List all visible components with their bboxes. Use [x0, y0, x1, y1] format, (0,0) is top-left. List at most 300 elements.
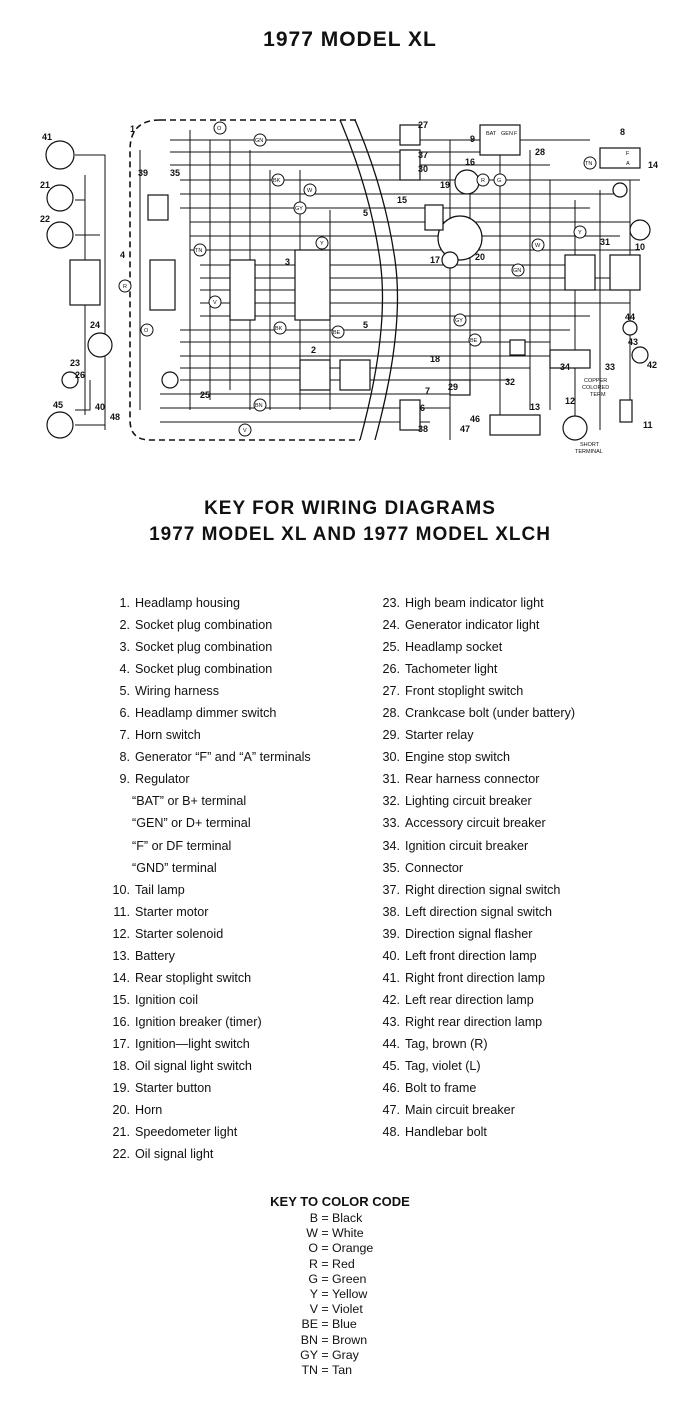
key-item-text: Engine stop switch: [405, 750, 511, 765]
svg-text:25: 25: [200, 390, 211, 400]
key-item-number: 10.: [112, 882, 130, 897]
svg-text:3: 3: [285, 257, 291, 267]
regulator-9: [480, 125, 520, 155]
switch-6: [400, 400, 420, 430]
key-item: [378, 724, 575, 746]
key-item-number: 47.: [382, 1103, 400, 1118]
key-item: [108, 680, 311, 702]
key-item-text: “F” or DF terminal: [132, 838, 232, 853]
key-item-text: Tag, brown (R): [405, 1036, 488, 1051]
key-item-number: 29.: [382, 728, 400, 743]
key-item-number: 6.: [119, 706, 130, 721]
svg-text:31: 31: [600, 237, 611, 247]
svg-text:18: 18: [430, 354, 441, 364]
svg-text:47: 47: [460, 424, 471, 434]
color-key-eq: =: [321, 1241, 329, 1256]
key-item-number: 9.: [119, 772, 130, 787]
key-item: [108, 857, 311, 879]
key-item: [378, 879, 575, 901]
switch-37: [400, 150, 420, 180]
key-item-number: 27.: [382, 684, 400, 699]
connector-31a: [565, 255, 595, 290]
key-item-text: Wiring harness: [135, 684, 219, 699]
color-key-code: B: [309, 1211, 318, 1225]
key-item: [108, 658, 311, 680]
svg-text:8: 8: [620, 127, 626, 137]
key-item-number: 38.: [382, 904, 400, 919]
key-item-text: Oil signal light: [135, 1147, 214, 1162]
key-item-number: 11.: [113, 904, 130, 919]
key-item: [378, 592, 575, 614]
key-item-number: 4.: [119, 662, 130, 677]
svg-text:GEN: GEN: [501, 131, 513, 137]
key-item-number: 24.: [382, 618, 400, 633]
diagram-components: [46, 125, 650, 440]
svg-text:5: 5: [363, 320, 369, 330]
svg-text:GN: GN: [513, 268, 522, 274]
svg-text:21: 21: [40, 180, 51, 190]
svg-text:COPPER: COPPER: [584, 378, 608, 384]
color-key-row: [240, 1333, 440, 1348]
breaker-16: [455, 170, 479, 194]
svg-text:BAT: BAT: [486, 131, 497, 137]
svg-text:G: G: [497, 178, 502, 184]
color-key-row: [240, 1211, 440, 1226]
key-item-text: Rear harness connector: [405, 772, 540, 787]
svg-text:45: 45: [53, 400, 64, 410]
key-item-number: 37.: [382, 882, 400, 897]
color-key-code: TN: [301, 1362, 318, 1377]
svg-text:32: 32: [505, 377, 516, 387]
starter-motor-11: [620, 400, 632, 422]
svg-text:15: 15: [397, 195, 408, 205]
svg-text:Y: Y: [578, 230, 582, 236]
key-item-number: 1.: [119, 596, 130, 610]
connector-3: [230, 260, 255, 320]
color-key-name: Black: [332, 1211, 363, 1225]
color-key-eq: =: [321, 1362, 329, 1377]
color-key-name: White: [332, 1226, 364, 1241]
svg-text:SHORT: SHORT: [580, 442, 600, 448]
svg-text:19: 19: [440, 180, 451, 190]
key-item: [378, 614, 575, 636]
connector-4: [70, 260, 100, 305]
color-key-name: Brown: [332, 1332, 368, 1347]
key-item-text: Headlamp socket: [405, 640, 503, 655]
svg-text:BK: BK: [273, 178, 281, 184]
svg-text:11: 11: [643, 420, 653, 430]
key-item: [378, 945, 575, 967]
key-item-text: Crankcase bolt (under battery): [405, 706, 576, 721]
key-item: [378, 989, 575, 1011]
key-item: [378, 658, 575, 680]
svg-text:BE: BE: [333, 330, 341, 336]
key-item-number: 30.: [382, 750, 400, 765]
key-item-number: 7.: [119, 728, 130, 743]
key-item: [378, 790, 575, 812]
color-key-row: [240, 1257, 440, 1272]
svg-text:W: W: [307, 188, 313, 194]
key-item: [108, 945, 311, 967]
svg-text:R: R: [481, 178, 485, 184]
svg-text:46: 46: [470, 414, 481, 424]
connector-2b: [340, 360, 370, 390]
lamp-22: [47, 222, 73, 248]
rear-lamp-43: [623, 321, 637, 335]
key-item-number: 2.: [119, 618, 130, 633]
key-item-text: Connector: [405, 860, 464, 875]
svg-text:F: F: [626, 151, 630, 157]
key-item: [378, 1077, 575, 1099]
svg-text:A: A: [626, 161, 630, 167]
key-item-text: Horn: [135, 1103, 163, 1118]
key-item-text: Ignition circuit breaker: [405, 838, 529, 853]
lamp-41: [46, 141, 74, 169]
key-item-number: 35.: [382, 860, 400, 875]
connector-31b: [610, 255, 640, 290]
key-item-text: Generator indicator light: [405, 618, 540, 633]
key-item-text: Tag, violet (L): [405, 1058, 481, 1073]
key-item-number: 18.: [112, 1058, 130, 1073]
lamp-25: [162, 372, 178, 388]
key-item: [378, 1033, 575, 1055]
color-key-row: [240, 1348, 440, 1363]
key-item: [108, 592, 311, 614]
svg-text:BE: BE: [470, 338, 478, 344]
key-title: KEY FOR WIRING DIAGRAMS: [204, 498, 496, 519]
color-key-eq: =: [321, 1302, 329, 1317]
svg-text:TERMINAL: TERMINAL: [575, 449, 603, 455]
key-item-text: Speedometer light: [135, 1125, 238, 1140]
svg-text:24: 24: [90, 320, 101, 330]
svg-text:6: 6: [420, 403, 426, 413]
key-item-number: 25.: [382, 640, 400, 655]
color-key-name: Red: [332, 1256, 355, 1271]
svg-text:2: 2: [311, 345, 317, 355]
key-item-text: “BAT” or B+ terminal: [132, 794, 247, 809]
svg-text:TERM: TERM: [590, 392, 606, 398]
svg-text:35: 35: [170, 168, 181, 178]
key-item-text: Socket plug combination: [135, 640, 273, 655]
svg-text:34: 34: [560, 362, 571, 372]
key-item: [108, 1011, 311, 1033]
key-item: [378, 636, 575, 658]
key-item: [378, 768, 575, 790]
connector-2: [300, 360, 330, 390]
key-item: [378, 1055, 575, 1077]
key-item: [108, 1055, 311, 1077]
svg-text:O: O: [217, 126, 222, 132]
svg-text:17: 17: [430, 255, 441, 265]
ignition-coil-15: [425, 205, 443, 230]
key-item-number: 32.: [382, 794, 400, 809]
key-item-number: 8.: [119, 750, 130, 765]
key-item-number: 26.: [382, 662, 400, 677]
key-item-text: Accessory circuit breaker: [405, 816, 546, 831]
key-item-number: 34.: [382, 838, 400, 853]
horn-20: [442, 252, 458, 268]
color-key-name: Tan: [332, 1362, 352, 1377]
svg-text:O: O: [144, 328, 149, 334]
svg-text:V: V: [213, 300, 217, 306]
key-item: [378, 835, 575, 857]
color-key-name: Yellow: [332, 1286, 368, 1301]
color-key-name: Orange: [332, 1241, 374, 1256]
color-key-name: Violet: [332, 1302, 363, 1317]
key-item-number: 16.: [112, 1014, 130, 1029]
key-item-number: 40.: [382, 948, 400, 963]
svg-text:F: F: [514, 131, 518, 137]
key-item: [378, 746, 575, 768]
svg-text:R: R: [123, 284, 127, 290]
svg-text:30: 30: [418, 164, 429, 174]
key-list-right: [378, 592, 575, 1143]
lamp-40: [47, 412, 73, 438]
key-item: [108, 1077, 311, 1099]
key-item: [108, 1143, 311, 1165]
svg-text:42: 42: [647, 360, 658, 370]
page-title: 1977 MODEL XL: [263, 28, 437, 51]
connector-3b: [295, 250, 330, 320]
key-item: [378, 857, 575, 879]
key-item-number: 41.: [382, 970, 400, 985]
svg-text:5: 5: [363, 208, 369, 218]
key-list-left: [108, 592, 311, 1165]
key-item-text: Tachometer light: [405, 662, 498, 677]
key-item-text: Starter motor: [135, 904, 209, 919]
svg-text:10: 10: [635, 242, 646, 252]
key-item-text: Ignition coil: [135, 992, 199, 1007]
key-item-number: 3.: [119, 640, 130, 655]
key-item: [108, 923, 311, 945]
key-item-text: Battery: [135, 948, 175, 963]
key-item-text: Regulator: [135, 772, 190, 787]
key-item: [108, 901, 311, 923]
color-key-code: R: [309, 1256, 318, 1271]
generator-8: [600, 148, 640, 168]
key-item-text: Tail lamp: [135, 882, 185, 897]
key-item-text: Headlamp dimmer switch: [135, 706, 277, 721]
stoplight-switch-14: [613, 183, 627, 197]
key-item-text: Socket plug combination: [135, 618, 273, 633]
key-item-text: Direction signal flasher: [405, 926, 533, 941]
svg-text:1: 1: [130, 124, 136, 134]
svg-text:43: 43: [628, 337, 639, 347]
color-key-code: BN: [300, 1332, 318, 1347]
color-key-eq: =: [321, 1317, 329, 1332]
key-item: [108, 790, 311, 812]
svg-text:V: V: [243, 428, 247, 434]
breaker-32: [510, 340, 525, 355]
key-item: [378, 812, 575, 834]
key-item-text: Ignition—light switch: [135, 1036, 250, 1051]
color-key-code: G: [308, 1271, 318, 1286]
key-item-number: 5.: [119, 684, 130, 699]
color-key-row: [240, 1363, 440, 1378]
key-item-text: Left rear direction lamp: [405, 992, 534, 1007]
svg-text:22: 22: [40, 214, 51, 224]
svg-text:7: 7: [425, 386, 431, 396]
svg-text:TN: TN: [195, 248, 203, 254]
svg-text:TN: TN: [585, 161, 593, 167]
key-item-text: Ignition breaker (timer): [135, 1014, 262, 1029]
svg-text:23: 23: [70, 358, 81, 368]
svg-text:48: 48: [110, 412, 121, 422]
color-code-key: [240, 1194, 440, 1378]
key-item: [378, 1011, 575, 1033]
svg-text:27: 27: [418, 120, 429, 130]
key-item-text: Left direction signal switch: [405, 904, 552, 919]
color-key-eq: =: [321, 1271, 329, 1286]
starter-solenoid-12: [563, 416, 587, 440]
key-item-text: Starter solenoid: [135, 926, 224, 941]
key-item: [108, 768, 311, 790]
color-key-eq: =: [321, 1332, 329, 1347]
key-item: [378, 702, 575, 724]
key-item: [108, 1099, 311, 1121]
color-key-row: [240, 1317, 440, 1332]
color-key-code: BE: [301, 1317, 318, 1332]
key-item-number: 14.: [112, 970, 130, 985]
key-item-number: 44.: [382, 1036, 400, 1051]
key-item-number: 33.: [382, 816, 400, 831]
key-item-number: 17.: [112, 1036, 130, 1051]
connector-4b: [150, 260, 175, 310]
color-key-row: [240, 1272, 440, 1287]
color-key-eq: =: [321, 1211, 329, 1225]
key-item: [108, 989, 311, 1011]
svg-text:W: W: [535, 243, 541, 249]
svg-text:12: 12: [565, 396, 576, 406]
key-item: [378, 680, 575, 702]
color-key-code: GY: [300, 1347, 318, 1362]
lamp-21: [47, 185, 73, 211]
svg-text:Y: Y: [320, 241, 324, 247]
key-item-text: Rear stoplight switch: [135, 970, 252, 985]
svg-text:37: 37: [418, 150, 429, 160]
key-item: [378, 967, 575, 989]
key-item-text: Lighting circuit breaker: [405, 794, 532, 809]
key-item-text: Main circuit breaker: [405, 1103, 515, 1118]
tail-lamp-10: [630, 220, 650, 240]
battery-13: [490, 415, 540, 435]
key-item-text: “GND” terminal: [132, 860, 217, 875]
svg-text:GY: GY: [295, 206, 303, 212]
key-item-text: Right rear direction lamp: [405, 1014, 543, 1029]
key-item-text: Starter relay: [405, 728, 474, 743]
svg-text:GY: GY: [455, 318, 463, 324]
color-key-title: KEY TO COLOR CODE: [270, 1194, 410, 1209]
color-key-eq: =: [321, 1256, 329, 1271]
color-key-name: Gray: [332, 1347, 359, 1362]
key-item-number: 48.: [382, 1125, 400, 1140]
svg-text:20: 20: [475, 252, 486, 262]
key-item-text: Horn switch: [135, 728, 201, 743]
key-item-number: 39.: [382, 926, 400, 941]
color-key-rows: [240, 1211, 440, 1378]
svg-text:9: 9: [470, 134, 476, 144]
svg-text:39: 39: [138, 168, 149, 178]
svg-text:4: 4: [120, 250, 126, 260]
key-item: [108, 967, 311, 989]
svg-text:COLORED: COLORED: [582, 385, 610, 391]
color-key-code: V: [309, 1302, 318, 1317]
key-item: [108, 835, 311, 857]
rear-lamp-42: [632, 347, 648, 363]
switch-27: [400, 125, 420, 145]
key-item: [108, 702, 311, 724]
key-item-text: Generator “F” and “A” terminals: [135, 750, 311, 765]
svg-text:38: 38: [418, 424, 429, 434]
key-item: [108, 724, 311, 746]
key-item-text: Right direction signal switch: [405, 882, 561, 897]
key-item-number: 20.: [112, 1103, 130, 1118]
svg-text:41: 41: [42, 132, 53, 142]
key-item-text: “GEN” or D+ terminal: [132, 816, 251, 831]
svg-text:14: 14: [648, 160, 659, 170]
key-item-number: 42.: [382, 992, 400, 1007]
key-subtitle: 1977 MODEL XL AND 1977 MODEL XLCH: [149, 524, 551, 545]
svg-text:GN: GN: [255, 138, 264, 144]
key-item-number: 23.: [382, 596, 400, 610]
key-item: [108, 1033, 311, 1055]
color-key-eq: =: [321, 1286, 329, 1301]
key-item-text: Oil signal light switch: [135, 1058, 252, 1073]
svg-text:33: 33: [605, 362, 616, 372]
key-item-text: Socket plug combination: [135, 662, 273, 677]
color-key-name: Green: [332, 1271, 367, 1286]
key-item-number: 22.: [112, 1147, 130, 1162]
svg-text:16: 16: [465, 157, 476, 167]
color-key-code: Y: [309, 1286, 318, 1301]
color-key-code: O: [308, 1241, 318, 1256]
color-key-row: [240, 1226, 440, 1241]
key-item-text: Handlebar bolt: [405, 1125, 487, 1140]
key-item-number: 43.: [382, 1014, 400, 1029]
key-item: [378, 923, 575, 945]
svg-text:13: 13: [530, 402, 541, 412]
svg-text:BK: BK: [275, 326, 283, 332]
key-item-text: Starter button: [135, 1081, 212, 1096]
key-item-number: 21.: [112, 1125, 130, 1140]
svg-text:28: 28: [535, 147, 546, 157]
key-item-number: 31.: [382, 772, 400, 787]
svg-text:40: 40: [95, 402, 106, 412]
key-item: [378, 1099, 575, 1121]
key-item-text: Right front direction lamp: [405, 970, 545, 985]
svg-text:29: 29: [448, 382, 459, 392]
key-item: [378, 901, 575, 923]
color-key-eq: =: [321, 1347, 329, 1362]
color-key-eq: =: [321, 1226, 329, 1241]
key-item: [378, 1121, 575, 1143]
key-item-number: 13.: [112, 948, 130, 963]
key-item: [108, 1121, 311, 1143]
color-key-code: W: [306, 1226, 318, 1241]
key-item-text: High beam indicator light: [405, 596, 544, 610]
key-item-text: Front stoplight switch: [405, 684, 524, 699]
svg-text:BN: BN: [255, 403, 263, 409]
key-item: [108, 614, 311, 636]
key-item: [108, 879, 311, 901]
key-item: [108, 636, 311, 658]
key-item-text: Headlamp housing: [135, 596, 241, 610]
color-key-row: [240, 1302, 440, 1317]
key-item: [108, 746, 311, 768]
key-item-text: Left front direction lamp: [405, 948, 537, 963]
key-item-number: 12.: [112, 926, 130, 941]
wiring-diagram: [30, 110, 670, 465]
